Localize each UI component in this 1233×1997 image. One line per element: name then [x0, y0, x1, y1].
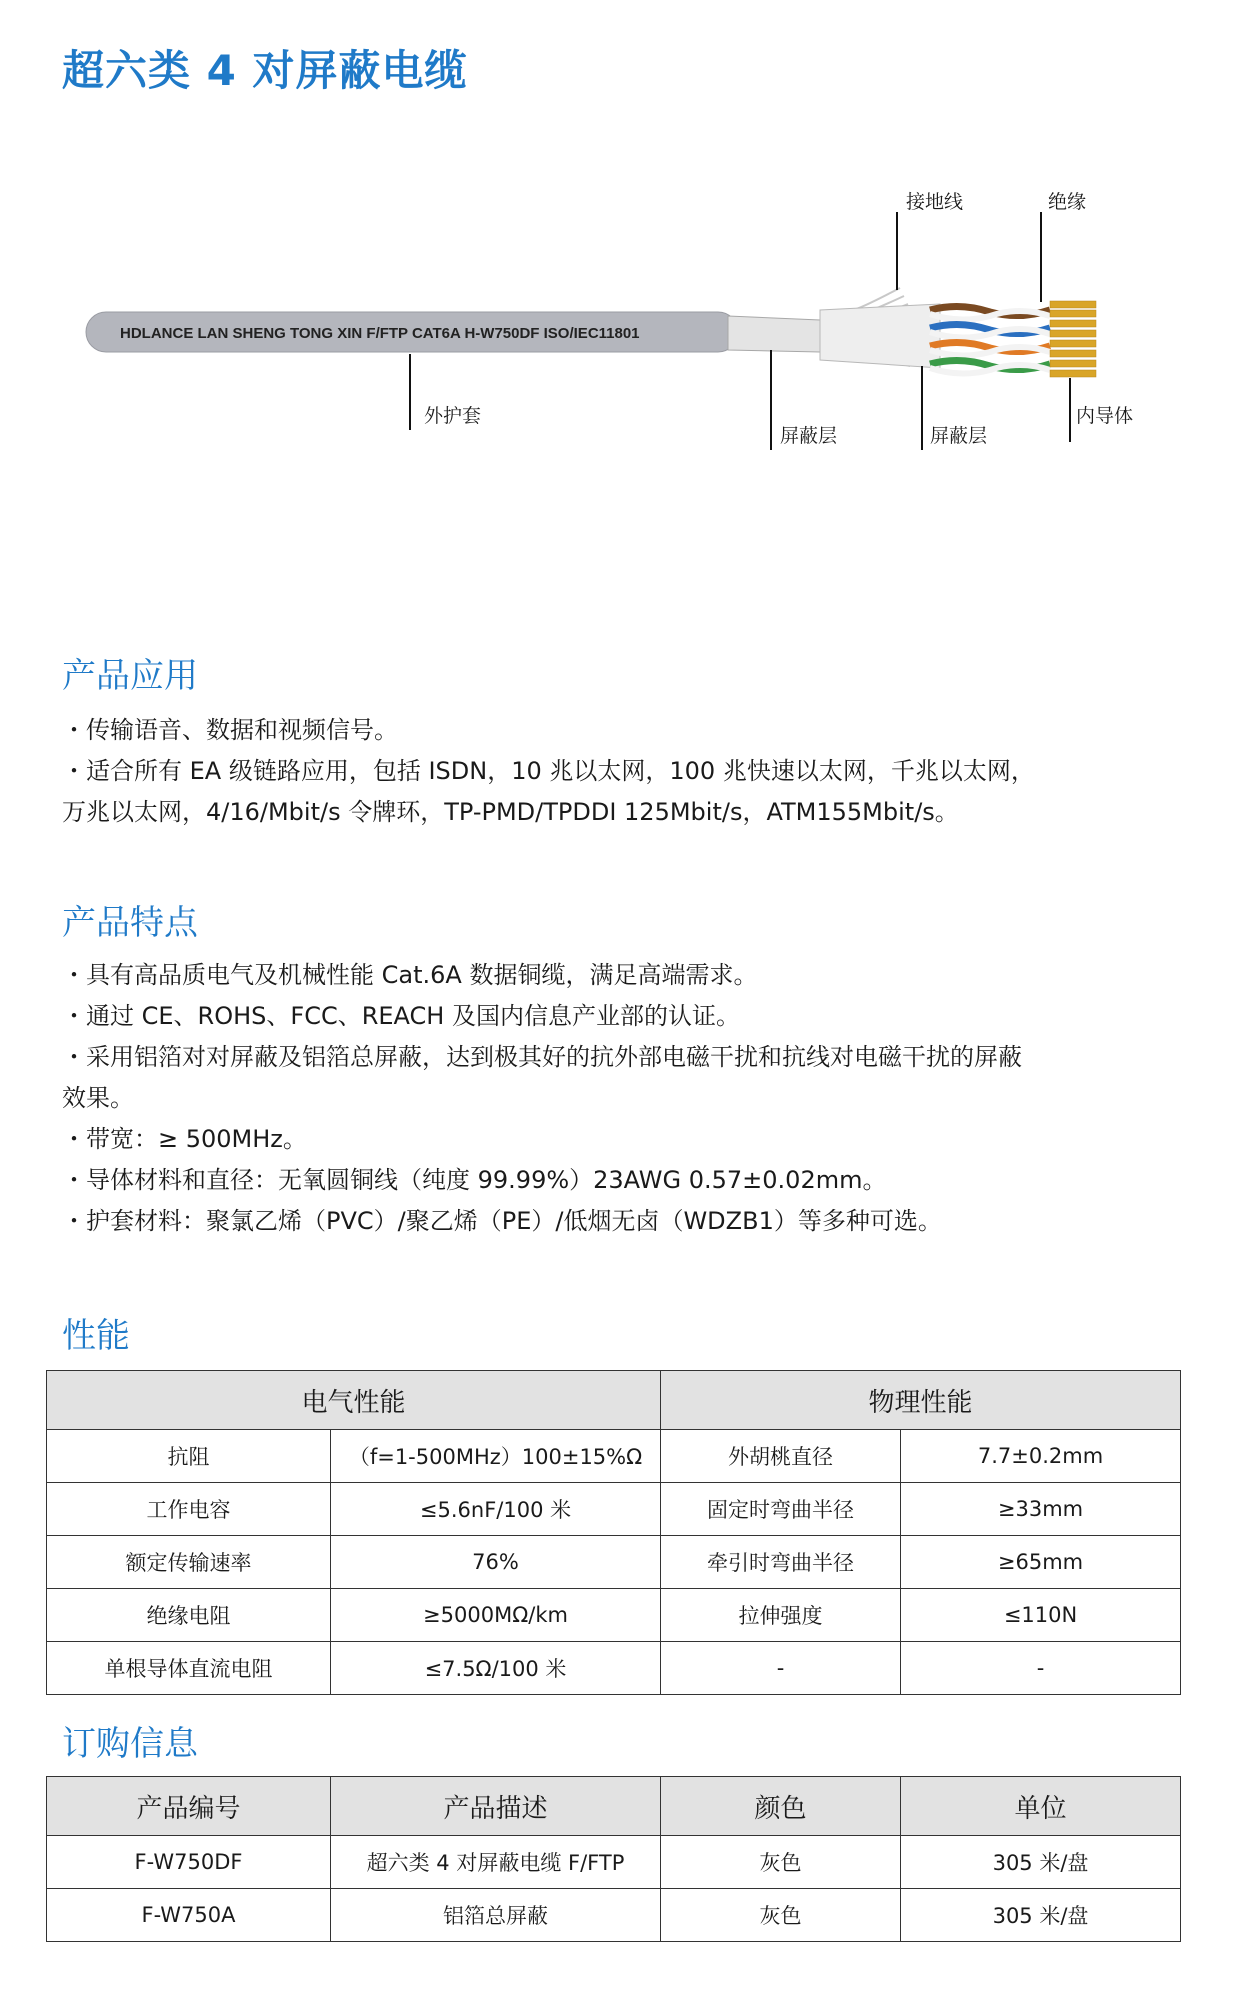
label-shield-2: 屏蔽层 [930, 425, 988, 447]
cell: 抗阻 [47, 1430, 331, 1483]
twisted-pairs [930, 306, 1050, 373]
table-row [47, 1589, 1181, 1642]
table-header-row [47, 1371, 1181, 1430]
application-line: 万兆以太网，4/16/Mbit/s 令牌环，TP-PMD/TPDDI 125Mbit/s，ATM155Mbit/s。 [62, 798, 959, 826]
pair-shield-shape [820, 304, 940, 368]
cell: 305 米/盘 [901, 1836, 1181, 1889]
application-text [62, 710, 1182, 833]
features-line: ・导体材料和直径：无氧圆铜线（纯度 99.99%）23AWG 0.57±0.02mm。 [62, 1166, 887, 1194]
cell: ≤110N [901, 1589, 1181, 1642]
features-line: 效果。 [62, 1084, 134, 1112]
cell: 外胡桃直径 [661, 1430, 901, 1483]
cell: ≤5.6nF/100 米 [331, 1483, 661, 1536]
cell: 额定传输速率 [47, 1536, 331, 1589]
section-title-ordering: 订购信息 [62, 1724, 198, 1764]
features-line: ・采用铝箔对对屏蔽及铝箔总屏蔽，达到极其好的抗外部电磁干扰和抗线对电磁干扰的屏蔽 [62, 1043, 1022, 1071]
header-desc: 产品描述 [331, 1777, 661, 1836]
table-row [47, 1642, 1181, 1695]
cell: ≤7.5Ω/100 米 [331, 1642, 661, 1695]
features-text [62, 955, 1182, 1242]
label-shield-1: 屏蔽层 [780, 425, 838, 447]
cell: ≥65mm [901, 1536, 1181, 1589]
features-line: ・具有高品质电气及机械性能 Cat.6A 数据铜缆，满足高端需求。 [62, 961, 758, 989]
table-header-row [47, 1777, 1181, 1836]
cell: - [901, 1642, 1181, 1695]
cell: 铝箔总屏蔽 [331, 1889, 661, 1942]
cell: 7.7±0.2mm [901, 1430, 1181, 1483]
section-title-features: 产品特点 [62, 903, 198, 943]
overall-shield-shape [728, 316, 828, 352]
cell: - [661, 1642, 901, 1695]
label-insulation: 绝缘 [1048, 191, 1087, 213]
header-color: 颜色 [661, 1777, 901, 1836]
header-code: 产品编号 [47, 1777, 331, 1836]
label-inner-conductor: 内导体 [1076, 405, 1134, 427]
cell: 绝缘电阻 [47, 1589, 331, 1642]
cell: F-W750A [47, 1889, 331, 1942]
table-row [47, 1889, 1181, 1942]
cell: 305 米/盘 [901, 1889, 1181, 1942]
section-title-application: 产品应用 [62, 656, 198, 696]
cell: 76% [331, 1536, 661, 1589]
application-line: ・传输语音、数据和视频信号。 [62, 716, 398, 744]
page-title: 超六类 4 对屏蔽电缆 [62, 46, 468, 95]
performance-table [46, 1370, 1181, 1695]
cell: 灰色 [661, 1889, 901, 1942]
application-line: ・适合所有 EA 级链路应用，包括 ISDN，10 兆以太网，100 兆快速以太网，千兆以太网， [62, 757, 1035, 785]
cable-diagram [0, 170, 1233, 490]
cell: ≥33mm [901, 1483, 1181, 1536]
features-line: ・带宽：≥ 500MHz。 [62, 1125, 307, 1153]
cell: （f=1-500MHz）100±15%Ω [331, 1430, 661, 1483]
ordering-table [46, 1776, 1181, 1942]
cell: 拉伸强度 [661, 1589, 901, 1642]
cell: 固定时弯曲半径 [661, 1483, 901, 1536]
cable-print-text: HDLANCE LAN SHENG TONG XIN F/FTP CAT6A H-W750DF ISO/IEC11801 [120, 325, 640, 342]
cell: 灰色 [661, 1836, 901, 1889]
features-line: ・通过 CE、ROHS、FCC、REACH 及国内信息产业部的认证。 [62, 1002, 740, 1030]
header-physical: 物理性能 [661, 1371, 1181, 1430]
copper-conductors [1050, 301, 1096, 377]
table-row [47, 1483, 1181, 1536]
cell: F-W750DF [47, 1836, 331, 1889]
cell: ≥5000MΩ/km [331, 1589, 661, 1642]
label-outer-jacket: 外护套 [424, 405, 482, 427]
features-line: ・护套材料：聚氯乙烯（PVC）/聚乙烯（PE）/低烟无卤（WDZB1）等多种可选。 [62, 1207, 942, 1235]
section-title-performance: 性能 [62, 1316, 130, 1356]
table-row [47, 1430, 1181, 1483]
cell: 超六类 4 对屏蔽电缆 F/FTP [331, 1836, 661, 1889]
table-row [47, 1536, 1181, 1589]
table-row [47, 1836, 1181, 1889]
header-electrical: 电气性能 [47, 1371, 661, 1430]
cell: 工作电容 [47, 1483, 331, 1536]
header-unit: 单位 [901, 1777, 1181, 1836]
cell: 单根导体直流电阻 [47, 1642, 331, 1695]
label-ground-wire: 接地线 [906, 191, 964, 213]
cell: 牵引时弯曲半径 [661, 1536, 901, 1589]
